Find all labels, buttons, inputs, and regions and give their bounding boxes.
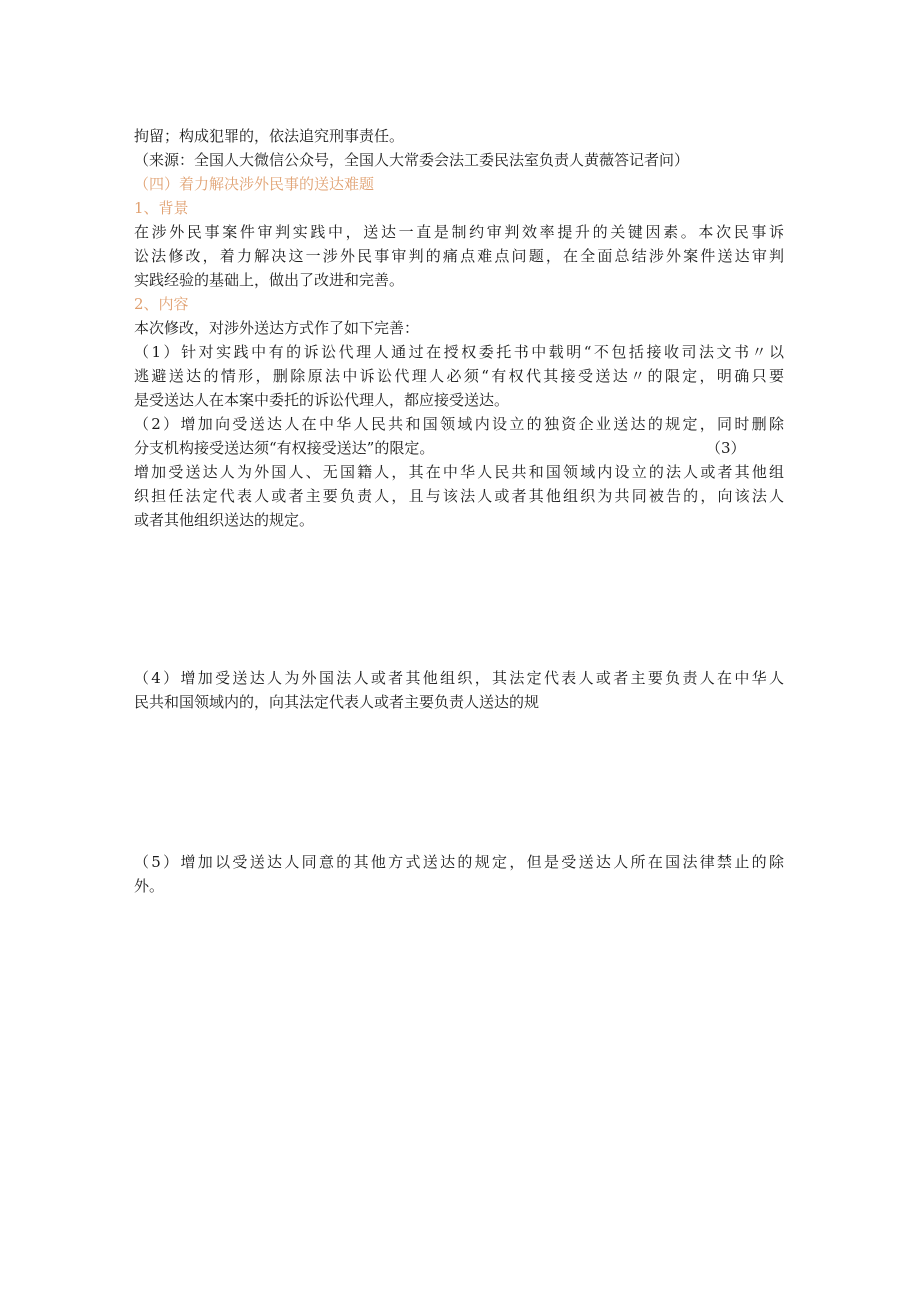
subheading-background: 1、背景	[134, 199, 189, 217]
background-paragraph-line-1: 在涉外民事案件审判实践中，送达一直是制约审判效率提升的关键因素。本次民事诉	[134, 223, 784, 241]
item-3-line-2: 织担任法定代表人或者主要负责人，且与该法人或者其他组织为共同被告的，向该法人	[134, 487, 784, 505]
subheading-content: 2、内容	[134, 295, 189, 313]
item-5-line-2: 外。	[134, 877, 165, 895]
item-1-line-2: 逃避送达的情形，删除原法中诉讼代理人必须“有权代其接受送达〃的限定，明确只要	[134, 367, 784, 385]
item-4-line-2: 民共和国领域内的，向其法定代表人或者主要负责人送达的规	[134, 693, 540, 711]
item-3-line-1: 增加受送达人为外国人、无国籍人，其在中华人民共和国领域内设立的法人或者其他组	[134, 463, 784, 481]
item-2-line-1: （2）增加向受送达人在中华人民共和国领域内设立的独资企业送达的规定，同时删除	[134, 415, 784, 433]
content-intro: 本次修改，对涉外送达方式作了如下完善：	[134, 319, 420, 337]
item-1-line-3: 是受送达人在本案中委托的诉讼代理人，都应接受送达。	[134, 391, 510, 409]
item-3-marker: （3）	[706, 439, 746, 457]
item-4-line-1: （4）增加受送达人为外国法人或者其他组织，其法定代表人或者主要负责人在中华人	[134, 669, 784, 687]
background-paragraph-line-2: 讼法修改，着力解决这一涉外民事审判的痛点难点问题，在全面总结涉外案件送达审判	[134, 247, 784, 265]
item-2-line-2: 分支机构接受送达须“有权接受送达”的限定。	[134, 439, 435, 457]
item-3-line-3: 或者其他组织送达的规定。	[134, 511, 315, 529]
item-5-line-1: （5）增加以受送达人同意的其他方式送达的规定，但是受送达人所在国法律禁止的除	[134, 853, 784, 871]
source-line: （来源：全国人大微信公众号，全国人大常委会法工委民法室负责人黄薇答记者问）	[134, 151, 690, 169]
text-line-1: 拘留；构成犯罪的，依法追究刑事责任。	[134, 127, 405, 145]
item-1-line-1: （1）针对实践中有的诉讼代理人通过在授权委托书中载明“不包括接收司法文书〃以	[134, 343, 784, 361]
background-paragraph-line-3: 实践经验的基础上，做出了改进和完善。	[134, 271, 405, 289]
section-heading-4: （四）着力解决涉外民事的送达难题	[134, 175, 375, 193]
